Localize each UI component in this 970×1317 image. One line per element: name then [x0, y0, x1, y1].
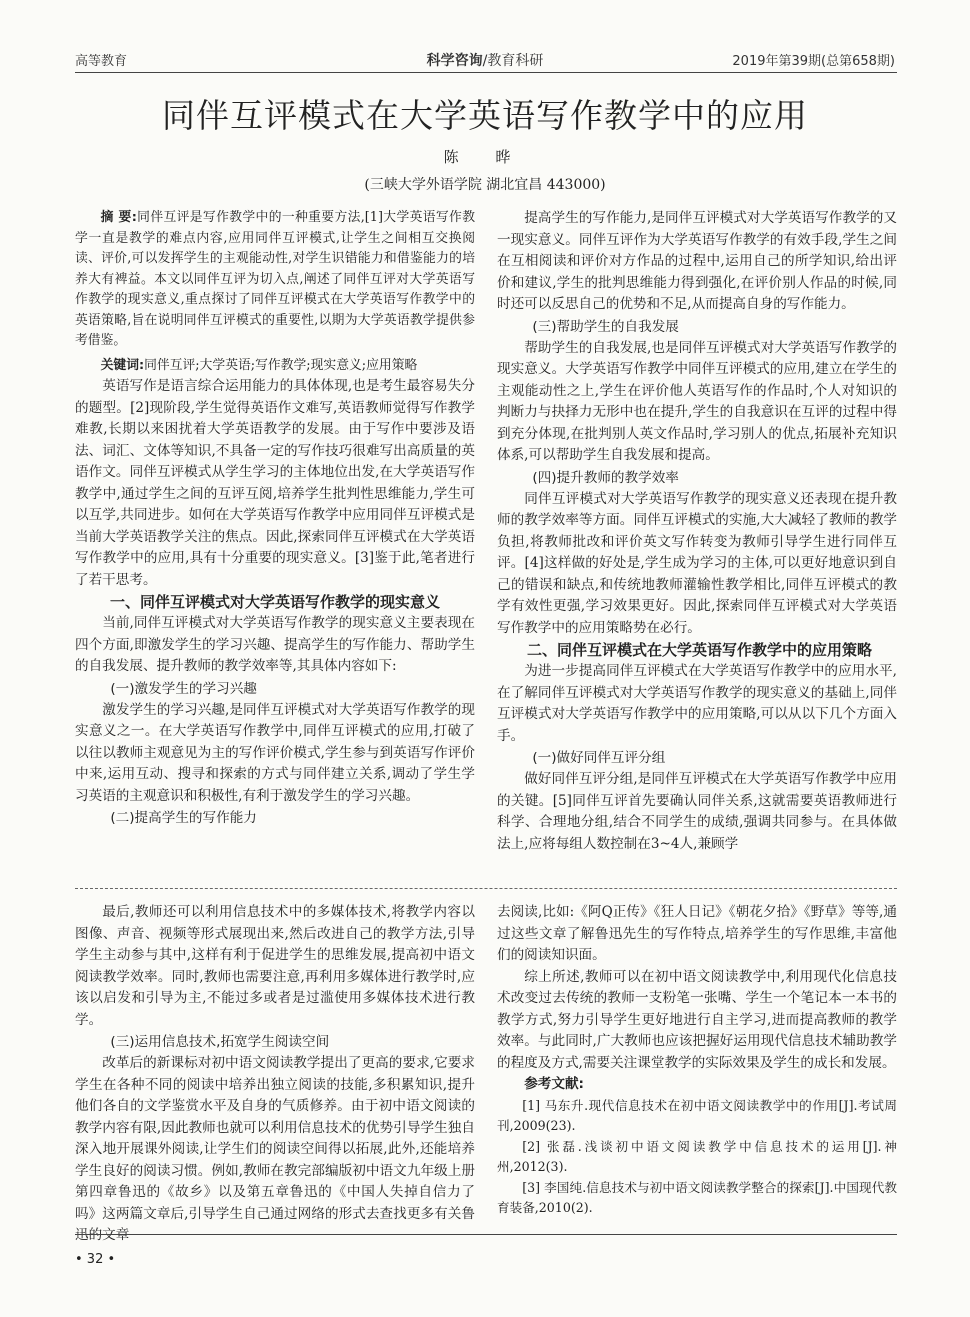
affiliation: (三峡大学外语学院 湖北宜昌 443000): [364, 177, 606, 193]
left-column-upper: [75, 208, 475, 829]
footer-rule: [75, 1234, 897, 1235]
reference-item: [1] 马东升.现代信息技术在初中语文阅读教学中的作用[J].考试周刊,2009(23).: [497, 1097, 897, 1133]
subsection-4-heading: (四)提升教师的教学效率: [532, 469, 679, 486]
article-divider: [75, 888, 897, 889]
subsection-2-heading: (二)提高学生的写作能力: [110, 810, 257, 826]
subsection-3-paragraph: 帮助学生的自我发展,也是同伴互评模式对大学英语写作教学的现实意义。大学英语写作教学中同伴互评模式的应用,建立在学生的主观能动性之上,学生在评价他人英语写作的作品时,个人对知识的判断力与抉择力无形中也在提升,学生的自我意识在互评的过程中得到充分体现,在批判别人英文作品时,学习别人的优点,拓展补充知识体系,可以帮助学生自我发展和提高。: [497, 339, 897, 463]
right-column-upper: [497, 208, 897, 855]
subsection-2-paragraph: 提高学生的写作能力,是同伴互评模式对大学英语写作教学的又一现实意义。同伴互评作为大学英语写作教学的有效手段,学生之间在互相阅读和评价对方作品的过程中,运用自己的所学知识,给出评价和建议,学生的批判思维能力得到强化,在评价别人作品的时候,同时还可以反思自己的优势和不足,从而提高自身的写作能力。: [497, 210, 897, 312]
lower-left-paragraph-2: 改革后的新课标对初中语文阅读教学提出了更高的要求,它要求学生在各种不同的阅读中培养出独立阅读的技能,多积累知识,提升他们各自的文学鉴赏水平及自身的气质修养。由于初中语文阅读的教学内容有限,因此教师也就可以利用信息技术的优势引导学生独自深入地开展课外阅读,让学生们的阅读空间得以拓展,此外,还能培养学生良好的阅读习惯。例如,教师在教完部编版初中语文九年级上册第四章鲁迅的《故乡》以及第五章鲁迅的《中国人失掉自信力了吗》这两篇文章后,引导学生自己通过网络的形式去查找更多有关鲁迅的文章: [75, 1055, 475, 1243]
right-column-lower: [497, 902, 897, 1219]
journal-name: 科学咨询: [426, 53, 483, 69]
subsection-1-heading: (一)激发学生的学习兴趣: [110, 680, 257, 697]
reference-item: [3] 李国纯.信息技术与初中语文阅读教学整合的探索[J].中国现代教育装备,2010(2).: [497, 1179, 897, 1215]
running-header-left: 高等教育: [75, 54, 128, 69]
section-1-heading: 一、同伴互评模式对大学英语写作教学的现实意义: [109, 593, 440, 611]
lower-subsection-heading: (三)运用信息技术,拓宽学生阅读空间: [110, 1034, 330, 1050]
page-number: • 32 •: [75, 1252, 116, 1267]
article-title: 同伴互评模式在大学英语写作教学中的应用: [162, 96, 808, 135]
running-header-issue: 2019年第39期(总第658期): [732, 54, 895, 69]
section-2-paragraph: 为进一步提高同伴互评模式在大学英语写作教学中的应用水平,在了解同伴互评模式对大学英语写作教学的现实意义的基础上,同伴互评模式对大学英语写作教学中的应用策略,可以从以下几个方面入手。: [497, 663, 897, 744]
abstract-text: 同伴互评是写作教学中的一种重要方法,[1]大学英语写作教学一直是教学的难点内容,应用同伴互评模式,让学生之间相互交换阅读、评价,可以发挥学生的主观能动性,对学生识错能力和借鉴能力的培养大有裨益。本文以同伴互评为切入点,阐述了同伴互评对大学英语写作教学的现实意义,重点探讨了同伴互评模式在大学英语写作教学中的英语策略,旨在说明同伴互评模式的重要性,以期为大学英语教学提供参考借鉴。: [75, 210, 475, 348]
header-rule: [75, 72, 897, 73]
subsection-5-paragraph: 做好同伴互评分组,是同伴互评模式在大学英语写作教学中应用的关键。[5]同伴互评首先要确认同伴关系,这就需要英语教师进行科学、合理地分组,结合不同学生的成绩,强调共同参与。在具体做法上,应将每组人数控制在3~4人,兼顾学: [497, 771, 897, 852]
references-heading: 参考文献:: [524, 1076, 584, 1092]
subsection-4-paragraph: 同伴互评模式对大学英语写作教学的现实意义还表现在提升教师的教学效率等方面。同伴互评模式的实施,大大减轻了教师的教学负担,将教师批改和评价英文写作转变为教师引导学生进行同伴互评。[4]这样做的好处是,学生成为学习的主体,可以更好地意识到自己的错误和缺点,和传统地教师灌输性教学相比,同伴互评模式的教学有效性更强,学习效果更好。因此,探索同伴互评模式对大学英语写作教学中的应用策略势在必行。: [497, 490, 897, 636]
section-2-heading: 二、同伴互评模式在大学英语写作教学中的应用策略: [527, 641, 873, 659]
abstract-label: 摘 要:: [100, 210, 137, 225]
subsection-1-paragraph: 激发学生的学习兴趣,是同伴互评模式对大学英语写作教学的现实意义之一。在大学英语写作教学中,同伴互评模式的应用,打破了以往以教师主观意见为主的写作评价模式,学生参与到英语写作评价中来,运用互动、搜寻和探索的方式与同伴建立关系,调动了学生学习英语的主观意识和积极性,有利于激发学生的学习兴趣。: [75, 701, 475, 804]
left-column-lower: [75, 902, 475, 1247]
keywords-text: 同伴互评;大学英语;写作教学;现实意义;应用策略: [144, 357, 418, 373]
lower-right-paragraph-2: 综上所述,教师可以在初中语文阅读教学中,利用现代化信息技术改变过去传统的教师一支粉笔一张嘴、学生一个笔记本一本书的教学方式,努力引导学生更好地进行自主学习,进而提高教师的教学效率。与此同时,广大教师也应该把握好运用现代信息技术辅助教学的程度及方式,需要关注课堂教学的实际效果及学生的成长和发展。: [497, 968, 897, 1071]
abstract: [75, 208, 475, 376]
author: 陈 晔: [443, 148, 527, 166]
intro-paragraph: 英语写作是语言综合运用能力的具体体现,也是考生最容易失分的题型。[2]现阶段,学生觉得英语作文难写,英语教师觉得写作教学难教,长期以来困扰着大学英语教学的发展。由于写作中要涉及语法、词汇、文体等知识,不具备一定的写作技巧很难写出高质量的英语作文。同伴互评模式从学生学习的主体地位出发,在大学英语写作教学中,通过学生之间的互评互阅,培养学生批判性思维能力,学生可以互学,共同进步。如何在大学英语写作教学中应用同伴互评模式是当前大学英语教学关注的焦点。因此,探索同伴互评模式在大学英语写作教学中的应用,具有十分重要的现实意义。[3]鉴于此,笔者进行了若干思考。: [75, 378, 475, 588]
reference-item: [2] 张磊.浅谈初中语文阅读教学中信息技术的运用[J].神州,2012(3).: [497, 1138, 897, 1174]
subsection-3-heading: (三)帮助学生的自我发展: [532, 318, 679, 335]
section-1-paragraph: 当前,同伴互评模式对大学英语写作教学的现实意义主要表现在四个方面,即激发学生的学习兴趣、提高学生的写作能力、帮助学生的自我发展、提升教师的教学效率等,其具体内容如下:: [75, 615, 475, 674]
journal-section: /教育科研: [482, 53, 544, 69]
lower-right-paragraph-1: 去阅读,比如:《阿Q正传》《狂人日记》《朝花夕拾》《野草》等等,通过这些文章了解鲁迅先生的写作特点,培养学生的写作思维,丰富他们的阅读知识面。: [497, 904, 897, 963]
subsection-5-heading: (一)做好同伴互评分组: [532, 750, 666, 766]
lower-left-paragraph-1: 最后,教师还可以利用信息技术中的多媒体技术,将教学内容以图像、声音、视频等形式展现出来,然后改进自己的教学方法,引导学生主动参与其中,这样有利于促进学生的思维发展,提高初中语文阅读教学效率。同时,教师也需要注意,再利用多媒体进行教学时,应该以启发和引导为主,不能过多或者是过滥使用多媒体技术进行教学。: [75, 904, 475, 1028]
keywords-label: 关键词:: [100, 357, 145, 373]
